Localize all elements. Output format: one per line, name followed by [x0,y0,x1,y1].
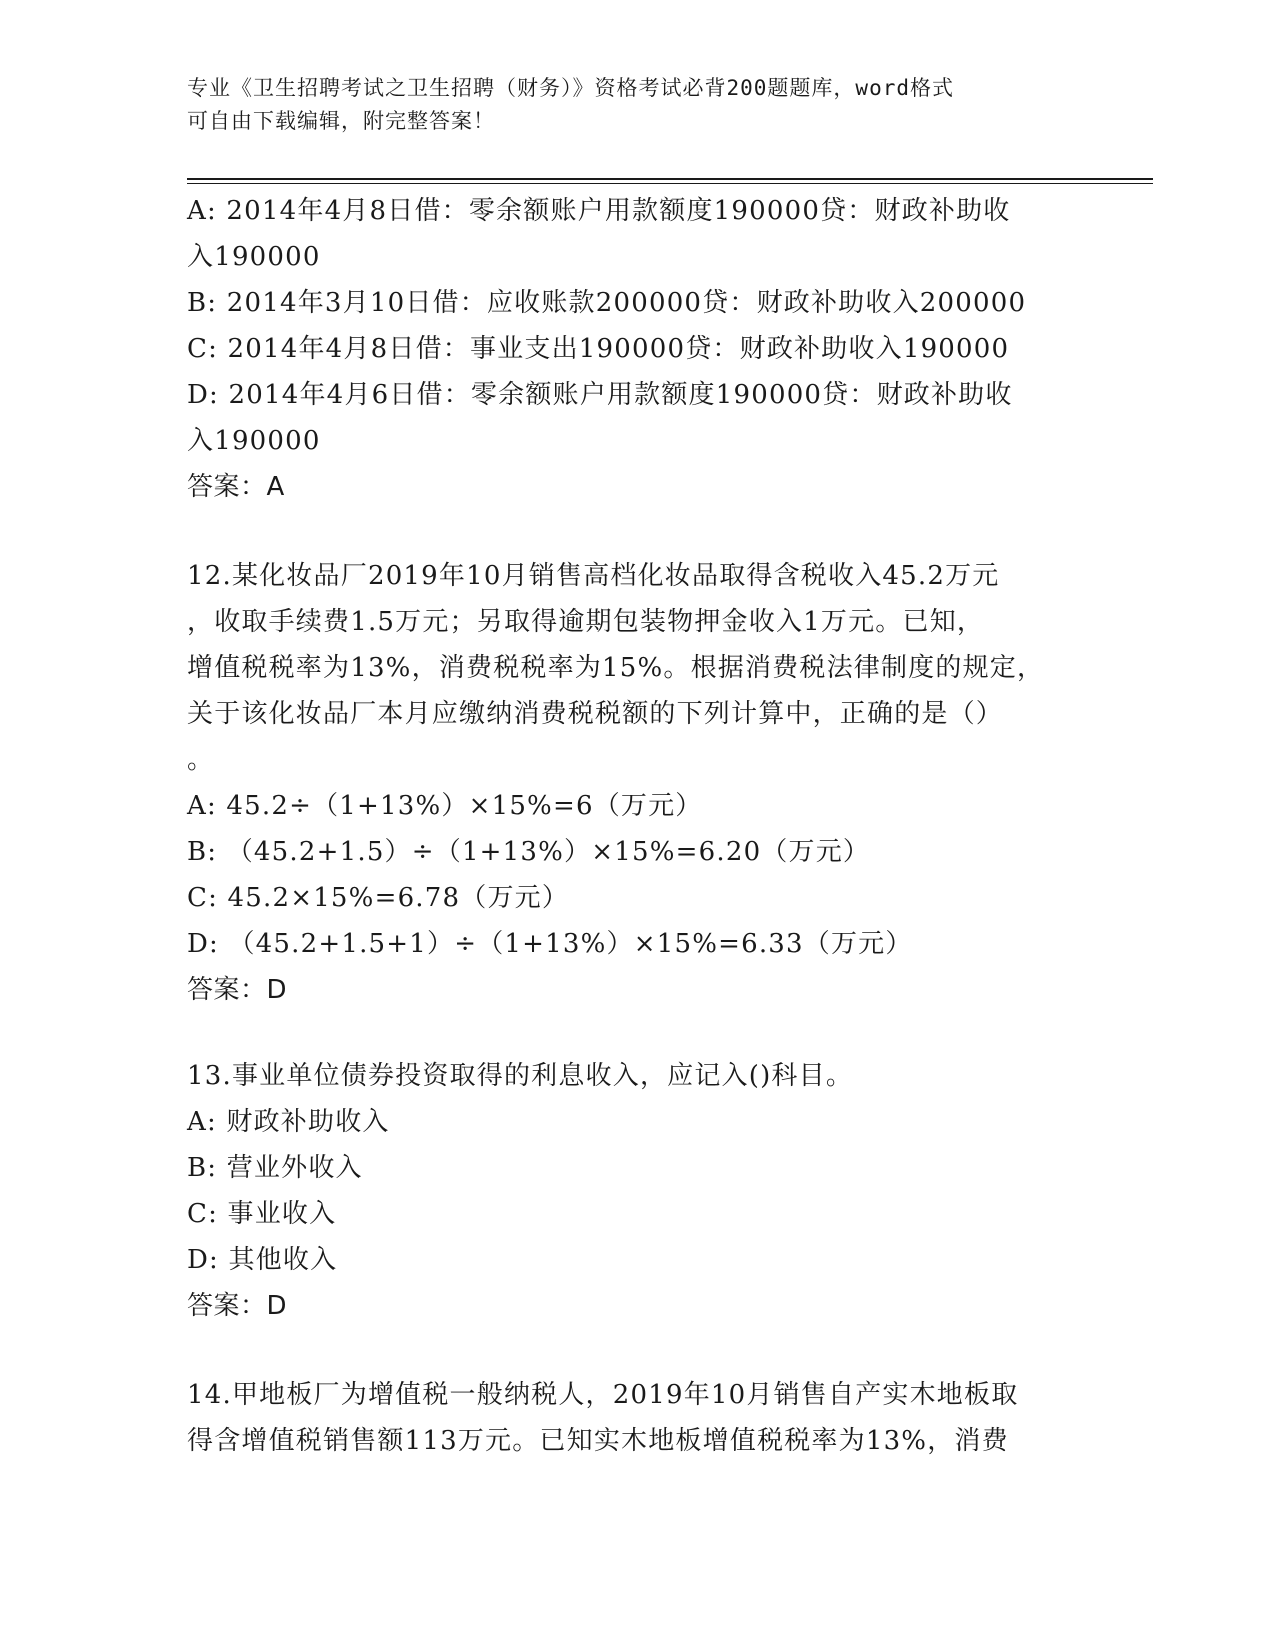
spacer [187,1013,1067,1053]
spacer [187,1329,1067,1372]
question-11-block [187,188,1067,510]
header-title-line-2: 可自由下载编辑，附完整答案！ [187,109,495,133]
q11-option-a-cont: 入190000 [187,242,321,272]
q12-stem-line-5: 。 [187,745,215,775]
q11-option-b: B: 2014年3月10日借：应收账款200000贷：财政补助收入200000 [187,288,1027,318]
q14-stem-line-2: 得含增值税销售额113万元。已知实木地板增值税税率为13%，消费 [187,1426,1009,1456]
q11-option-c: C: 2014年4月8日借：事业支出190000贷：财政补助收入190000 [187,334,1010,364]
q12-stem-line-2: ，收取手续费1.5万元；另取得逾期包装物押金收入1万元。已知， [187,607,985,637]
question-12-block [187,553,1067,1013]
q12-option-c: C: 45.2×15%=6.78（万元） [187,883,570,913]
document-header [187,72,1067,138]
header-title-line-1: 专业《卫生招聘考试之卫生招聘（财务）》资格考试必背200题题库，word格式 [187,76,954,100]
q12-stem-line-1: 12.某化妆品厂2019年10月销售高档化妆品取得含税收入45.2万元 [187,561,1000,591]
q12-option-d: D: （45.2+1.5+1）÷（1+13%）×15%=6.33（万元） [187,929,913,959]
q12-option-a: A: 45.2÷（1+13%）×15%=6（万元） [187,791,703,821]
q13-answer: 答案：D [187,1291,288,1321]
q13-option-a: A: 财政补助收入 [187,1107,390,1137]
q11-answer: 答案：A [187,472,285,502]
q11-option-a: A: 2014年4月8日借：零余额账户用款额度190000贷：财政补助收 [187,196,1011,226]
q13-option-b: B: 营业外收入 [187,1153,363,1183]
q12-stem-line-3: 增值税税率为13%，消费税税率为15%。根据消费税法律制度的规定， [187,653,1045,683]
q12-answer: 答案：D [187,975,288,1005]
question-14-block [187,1372,1067,1464]
q12-option-b: B: （45.2+1.5）÷（1+13%）×15%=6.20（万元） [187,837,871,867]
spacer [187,510,1067,553]
q11-option-d-cont: 入190000 [187,426,321,456]
header-divider-thick [187,178,1153,180]
question-13-block [187,1053,1067,1329]
q13-option-c: C: 事业收入 [187,1199,337,1229]
q12-stem-line-4: 关于该化妆品厂本月应缴纳消费税税额的下列计算中，正确的是（） [187,699,1004,729]
header-divider-thin [187,183,1153,184]
q11-option-d: D: 2014年4月6日借：零余额账户用款额度190000贷：财政补助收 [187,380,1013,410]
q13-stem: 13.事业单位债券投资取得的利息收入，应记入()科目。 [187,1061,854,1091]
q13-option-d: D: 其他收入 [187,1245,338,1275]
q14-stem-line-1: 14.甲地板厂为增值税一般纳税人，2019年10月销售自产实木地板取 [187,1380,1019,1410]
document-body [187,188,1067,1464]
